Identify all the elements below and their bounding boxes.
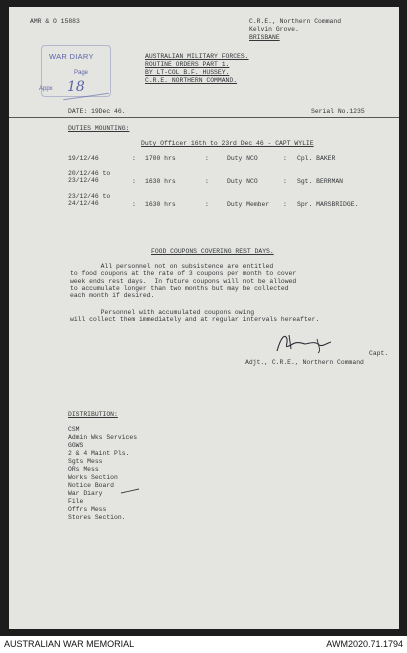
distribution-item: File [68,498,84,505]
duty-role: Duty NCO [227,178,258,185]
distribution-item: ORs Mess [68,466,99,473]
distribution-item: 2 & 4 Maint Pls. [68,450,130,457]
duty-role: Duty Member [227,201,270,208]
duty-date: 23/12/46 to 24/12/46 [68,193,111,208]
duty-time: 1630 hrs [145,178,176,185]
archive-footer [0,636,407,653]
header-rule [9,117,399,118]
food-coupons-heading: FOOD COUPONS COVERING REST DAYS. [151,248,274,255]
distribution-item: War Diary [68,490,103,497]
duty-time: 1700 hrs [145,155,176,162]
stamp-title: WAR DIARY [49,52,94,61]
duty-date: 20/12/46 to 23/12/46 [68,170,111,185]
duty-separator: : [283,201,287,208]
checkmark-icon [119,487,141,495]
duty-separator: : [132,178,136,185]
signatory-rank: Capt. [369,350,389,357]
duty-role: Duty NCO [227,155,258,162]
order-date: DATE: 19Dec 46. [68,108,126,115]
footer-institution: AUSTRALIAN WAR MEMORIAL [4,639,135,649]
duty-name: Cpl. BAKER [297,155,336,162]
duty-separator: : [283,178,287,185]
title-line-4: C.R.E. NORTHERN COMMAND. [145,77,238,84]
handwritten-signature [271,331,341,355]
distribution-item: GGWS [68,442,84,449]
stamp-appx-number: 18 [67,79,85,95]
distribution-item: Offrs Mess [68,506,107,513]
duties-heading: DUTIES MOUNTING: [68,125,130,132]
duty-separator: : [132,155,136,162]
duty-separator: : [205,201,209,208]
serial-number: Serial No.1235 [311,108,365,115]
sender-line-3: BRISBANE [249,34,280,41]
duty-separator: : [283,155,287,162]
title-line-1: AUSTRALIAN MILITARY FORCES. [145,53,249,60]
distribution-item: Notice Board [68,482,115,489]
duty-separator: : [205,178,209,185]
duty-separator: : [205,155,209,162]
food-coupons-paragraph-2: Personnel with accumulated coupons owing will collect them immediately and at regular intervals hereafter. [70,309,320,324]
document-page [9,7,399,629]
distribution-item: Stores Section. [68,514,126,521]
distribution-item: CSM [68,426,80,433]
war-diary-stamp [39,43,114,105]
distribution-item: Sgts Mess [68,458,103,465]
stamp-page-label: Page [74,70,89,76]
stamp-appx-label: Appx [39,86,53,92]
file-reference: AMR & O 15883 [30,18,80,25]
title-line-2: ROUTINE ORDERS PART 1. [145,61,230,68]
duty-time: 1630 hrs [145,201,176,208]
duty-officer-line: Duty Officer 16th to 23rd Dec 46 - CAPT WYLIE [141,140,314,147]
sender-line-1: C.R.E., Northern Command [249,18,342,25]
duty-separator: : [132,201,136,208]
footer-reference: AWM2020.71.1794 [326,639,403,649]
signatory-title: Adjt., C.R.E., Northern Command [245,359,364,366]
duty-date: 19/12/46 [68,155,99,162]
duty-name: Sgt. BERRMAN [297,178,344,185]
sender-line-2: Kelvin Grove. [249,26,299,33]
distribution-item: Admin Wks Services [68,434,138,441]
title-line-3: BY LT-COL B.F. HUSSEY. [145,69,230,76]
duty-name: Spr. MARSBRIDGE. [297,201,359,208]
distribution-item: Works Section [68,474,118,481]
food-coupons-paragraph-1: All personnel not on subsistence are entitled to food coupons at the rate of 3 coupons per month to cover week ends rest days. In future coupons will not be allowed to accumulate longer than two months but may be collected each month if desired. [70,263,297,300]
distribution-heading: DISTRIBUTION: [68,411,118,418]
